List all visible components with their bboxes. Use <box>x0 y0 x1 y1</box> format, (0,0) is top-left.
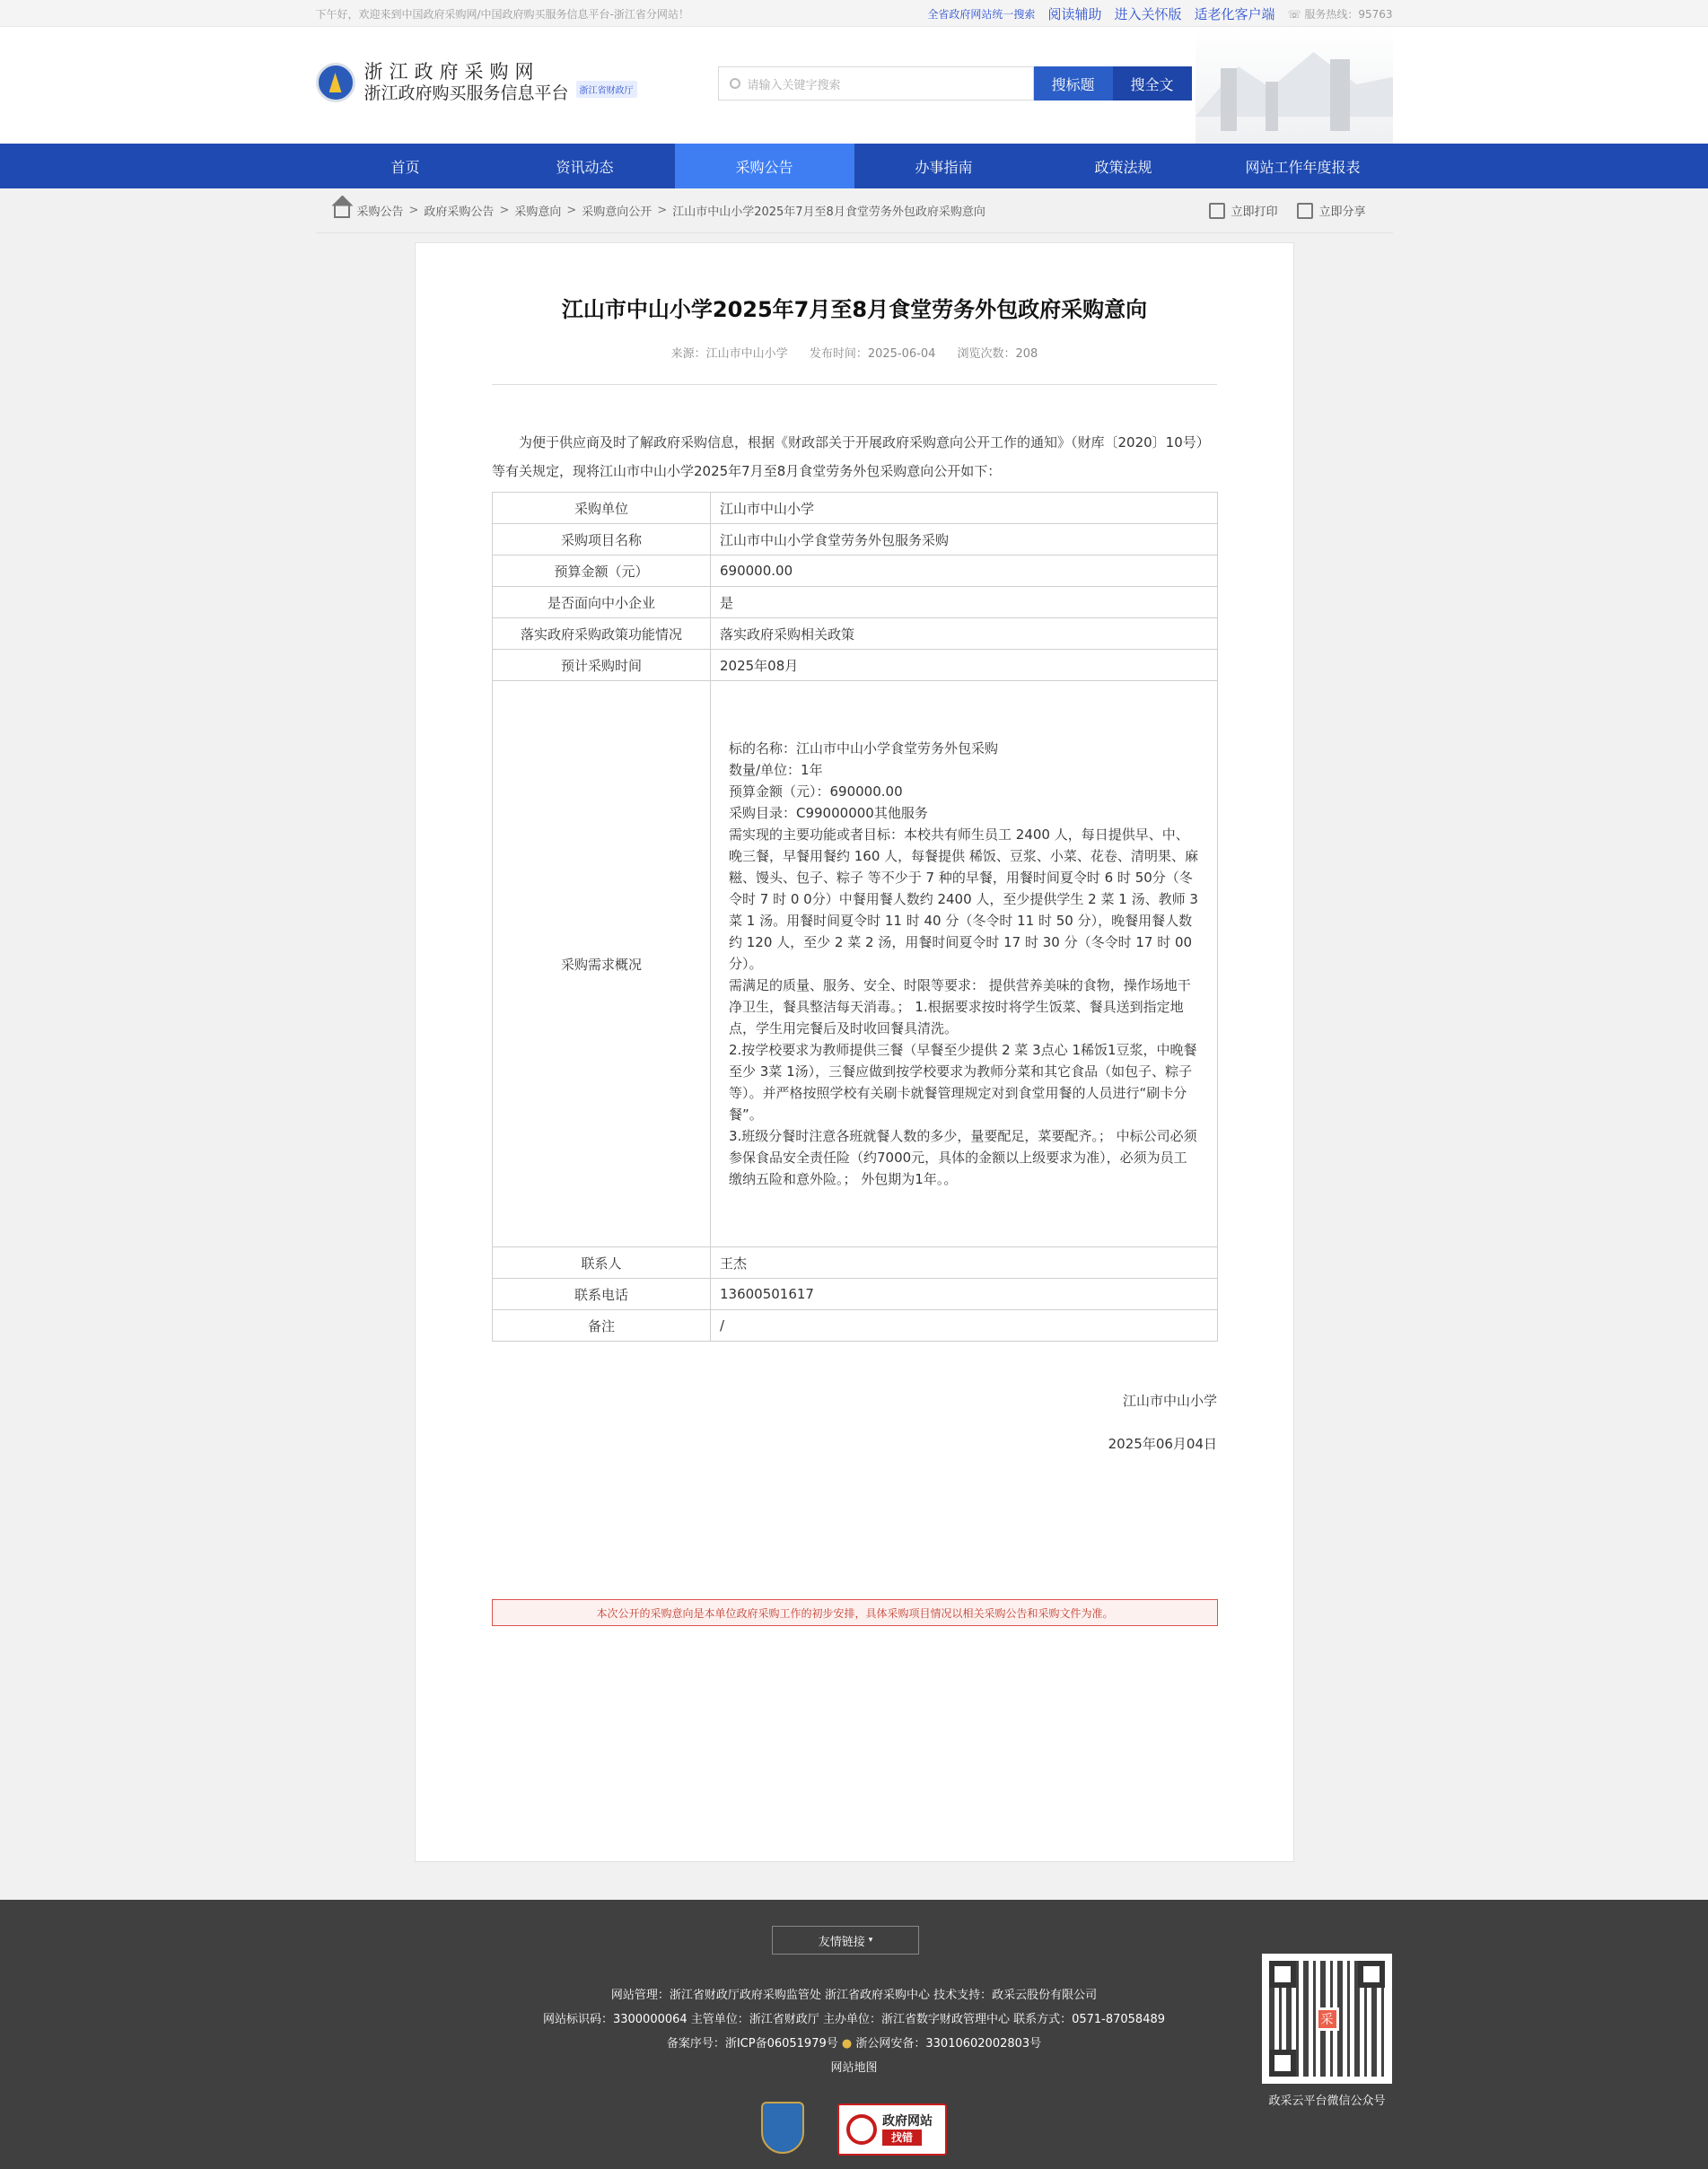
hotline-text: 服务热线：95763 <box>1304 7 1393 21</box>
nav-annual-report[interactable]: 网站工作年度报表 <box>1245 158 1361 176</box>
site-header <box>0 27 1708 144</box>
welcome-text: 下午好，欢迎来到中国政府采购网/中国政府购买服务信息平台-浙江省分网站！ <box>315 7 689 21</box>
desc-line: 标的名称：江山市中山小学食堂劳务外包采购 <box>729 740 999 757</box>
desc-line: 采购目录：C99000000其他服务 <box>729 805 928 821</box>
nav-news[interactable]: 资讯动态 <box>556 158 614 176</box>
site-footer <box>0 1900 1708 2169</box>
table-key: 采购单位 <box>493 493 711 524</box>
police-badge-icon: ● <box>841 2037 853 2051</box>
footer-line: 网站管理：浙江省财政厅政府采购监管处 浙江省政府采购中心 技术支持：政采云股份有限公司 <box>610 1989 1098 2002</box>
article-meta <box>416 344 1293 361</box>
top-bar <box>0 0 1708 27</box>
elder-client-link[interactable]: 适老化客户端 <box>1194 5 1275 22</box>
phone-icon: ☏ <box>1287 7 1305 21</box>
search-placeholder: 请输入关键字搜索 <box>747 78 841 92</box>
desc-line: 数量/单位：1年 <box>729 762 823 778</box>
footer-line-icp <box>0 2032 1708 2056</box>
table-value: 2025年08月 <box>711 650 1218 681</box>
breadcrumb-item[interactable]: 采购意向 <box>514 206 562 219</box>
breadcrumb-current: 江山市中山小学2025年7月至8月食堂劳务外包政府采购意向 <box>672 206 985 219</box>
qr-share-icon <box>1297 203 1313 219</box>
table-row <box>493 493 1218 524</box>
search-icon <box>730 78 740 89</box>
table-value: 落实政府采购相关政策 <box>711 618 1218 650</box>
chevron-down-icon: ▾ <box>868 1936 873 1945</box>
nav-policy[interactable]: 政策法规 <box>1094 158 1152 176</box>
article-publish-time: 发布时间：2025-06-04 <box>809 347 936 361</box>
table-value: 是 <box>711 587 1218 618</box>
print-label: 立即打印 <box>1231 206 1278 219</box>
table-key: 预算金额（元） <box>493 555 711 587</box>
site-logo[interactable] <box>316 61 637 104</box>
footer-info <box>0 1983 1708 2080</box>
main-nav <box>0 144 1708 188</box>
article-card <box>415 242 1294 1862</box>
home-icon[interactable] <box>334 204 350 218</box>
friend-links-dropdown[interactable] <box>772 1926 919 1955</box>
table-key: 落实政府采购政策功能情况 <box>493 618 711 650</box>
table-row <box>493 681 1218 1247</box>
desc-line: 预算金额（元）：690000.00 <box>729 783 903 800</box>
search-input[interactable] <box>718 66 1034 101</box>
search-fulltext-button[interactable]: 搜全文 <box>1113 66 1192 101</box>
table-key: 采购项目名称 <box>493 524 711 555</box>
badge-title: 政府网站 <box>882 2114 933 2129</box>
footer-line: 网站标识码：3300000064 主管单位：浙江省财政厅 主办单位：浙江省数字财政管理中心 联系方式：0571-87058489 <box>542 2013 1166 2026</box>
desc-line: 需满足的质量、服务、安全、时限等要求： 提供营养美味的食物，操作场地干净卫生，餐具整洁每天消毒。； 1.根据要求按时将学生饭菜、餐具送到指定地点，学生用完餐后及时收回餐具清洗。 <box>729 977 1191 1036</box>
table-value: 江山市中山小学 <box>711 493 1218 524</box>
print-button[interactable] <box>1209 202 1277 219</box>
magnifier-icon <box>846 2114 877 2145</box>
police-record[interactable]: 浙公网安备：33010602002803号 <box>855 2037 1042 2051</box>
table-row <box>493 618 1218 650</box>
share-button[interactable] <box>1297 202 1365 219</box>
divider <box>492 384 1217 385</box>
article-source: 来源：江山市中山小学 <box>670 347 788 361</box>
qr-logo-icon: 采 <box>1316 2007 1339 2031</box>
logo-badge: 浙江省财政厅 <box>576 81 637 98</box>
hotline <box>1287 6 1392 22</box>
search-title-button[interactable]: 搜标题 <box>1034 66 1113 101</box>
logo-subtitle: 浙江政府购买服务信息平台 <box>363 83 569 103</box>
table-row <box>493 1247 1218 1279</box>
breadcrumb-item[interactable]: 政府采购公告 <box>424 206 495 219</box>
table-key: 联系电话 <box>493 1279 711 1310</box>
table-key: 是否面向中小企业 <box>493 587 711 618</box>
reading-aid-link[interactable]: 阅读辅助 <box>1047 5 1102 22</box>
table-row <box>493 555 1218 587</box>
search-all-link[interactable]: 全省政府网站统一搜索 <box>927 7 1036 21</box>
procurement-table <box>492 492 1218 1342</box>
table-value: 王杰 <box>711 1247 1218 1279</box>
breadcrumb-item[interactable]: 采购公告 <box>356 206 404 219</box>
breadcrumb: 采购公告 > 政府采购公告 > 采购意向 > 采购意向公开 > 江山市中山小学2025年7月至8月食堂劳务外包政府采购意向 <box>334 202 985 219</box>
qr-caption: 政采云平台微信公众号 <box>1268 2095 1386 2108</box>
table-row <box>493 650 1218 681</box>
table-key: 联系人 <box>493 1247 711 1279</box>
care-mode-link[interactable]: 进入关怀版 <box>1114 5 1182 22</box>
disclaimer-notice: 本次公开的采购意向是本单位政府采购工作的初步安排，具体采购项目情况以相关采购公告和采购文件为准。 <box>492 1599 1218 1626</box>
emblem-icon <box>316 63 355 102</box>
share-label: 立即分享 <box>1318 206 1366 219</box>
table-row <box>493 1310 1218 1342</box>
table-key: 采购需求概况 <box>493 681 711 1247</box>
table-value: 690000.00 <box>711 555 1218 587</box>
article-intro: 为便于供应商及时了解政府采购信息，根据《财政部关于开展政府采购意向公开工作的通知》（财库〔2020〕10号）等有关规定，现将江山市中山小学2025年7月至8月食堂劳务外包采购意向公开如下： <box>492 434 1210 479</box>
breadcrumb-item[interactable]: 采购意向公开 <box>582 206 653 219</box>
nav-procurement-notice[interactable]: 采购公告 <box>675 144 854 188</box>
breadcrumb-bar <box>0 188 1708 233</box>
table-key: 预计采购时间 <box>493 650 711 681</box>
gov-site-error-report-badge[interactable] <box>837 2103 947 2156</box>
article-title: 江山市中山小学2025年7月至8月食堂劳务外包政府采购意向 <box>561 297 1148 322</box>
article-views: 浏览次数：208 <box>957 347 1038 361</box>
friend-links-label: 友情链接 <box>818 1935 865 1949</box>
table-key: 备注 <box>493 1310 711 1342</box>
desc-line: 2.按学校要求为教师提供三餐（早餐至少提供 2 菜 3点心 1稀饭1豆浆，中晚餐至少 3菜 1汤），三餐应做到按学校要求为教师分菜和其它食品（如包子、粽子等）。并严格按照学校有关刷卡就餐管理规定对到食堂用餐的人员进行“刷卡分餐”。 <box>729 1042 1197 1123</box>
table-value: / <box>711 1310 1218 1342</box>
logo-title: 浙江政府采购网 <box>363 61 540 83</box>
badge-subtitle: 找错 <box>882 2130 922 2146</box>
nav-guide[interactable]: 办事指南 <box>915 158 973 176</box>
table-value: 13600501617 <box>711 1279 1218 1310</box>
table-value: 江山市中山小学食堂劳务外包服务采购 <box>711 524 1218 555</box>
wechat-qr-code <box>1262 1954 1392 2084</box>
icp-record[interactable]: 备案序号：浙ICP备06051979号 <box>666 2037 838 2051</box>
sitemap-link[interactable]: 网站地图 <box>830 2061 878 2075</box>
desc-line: 3.班级分餐时注意各班就餐人数的多少，量要配足，菜要配齐。； 中标公司必须参保食品安全责任险（约7000元，具体的金额以上级要求为准），必须为员工缴纳五险和意外险。； 外包期为1年。。 <box>729 1128 1197 1187</box>
table-value-description <box>711 681 1218 1247</box>
signature-org: 江山市中山小学 <box>1122 1393 1217 1409</box>
pagoda-scenery-image <box>1196 27 1393 144</box>
printer-icon <box>1209 203 1225 219</box>
signature-date: 2025年06月04日 <box>1108 1436 1217 1452</box>
table-row <box>493 587 1218 618</box>
nav-home[interactable]: 首页 <box>390 158 420 176</box>
search-bar <box>718 66 1192 101</box>
party-gov-badge-icon[interactable] <box>761 2102 804 2154</box>
desc-line: 需实现的主要功能或者目标：本校共有师生员工 2400 人，每日提供早、中、晚三餐，早餐用餐约 160 人，每餐提供 稀饭、豆浆、小菜、花卷、清明果、麻糍、馒头、包子、粽子 等不少于 7 种的早餐，用餐时间夏令时 6 时 50分（冬令时 7 时 0 0分）中餐用餐人数约 2400 人，至少提供学生 2 菜 1 汤、教师 3 菜 1 汤。用餐时间夏令时 11 时 40 分（冬令时 11 时 50 分），晚餐用餐人数约 120 人，至少 2 菜 2 汤，用餐时间夏令时 17 时 30 分（冬令时 17 时 00 分）。 <box>729 826 1198 972</box>
table-row <box>493 1279 1218 1310</box>
table-row <box>493 524 1218 555</box>
